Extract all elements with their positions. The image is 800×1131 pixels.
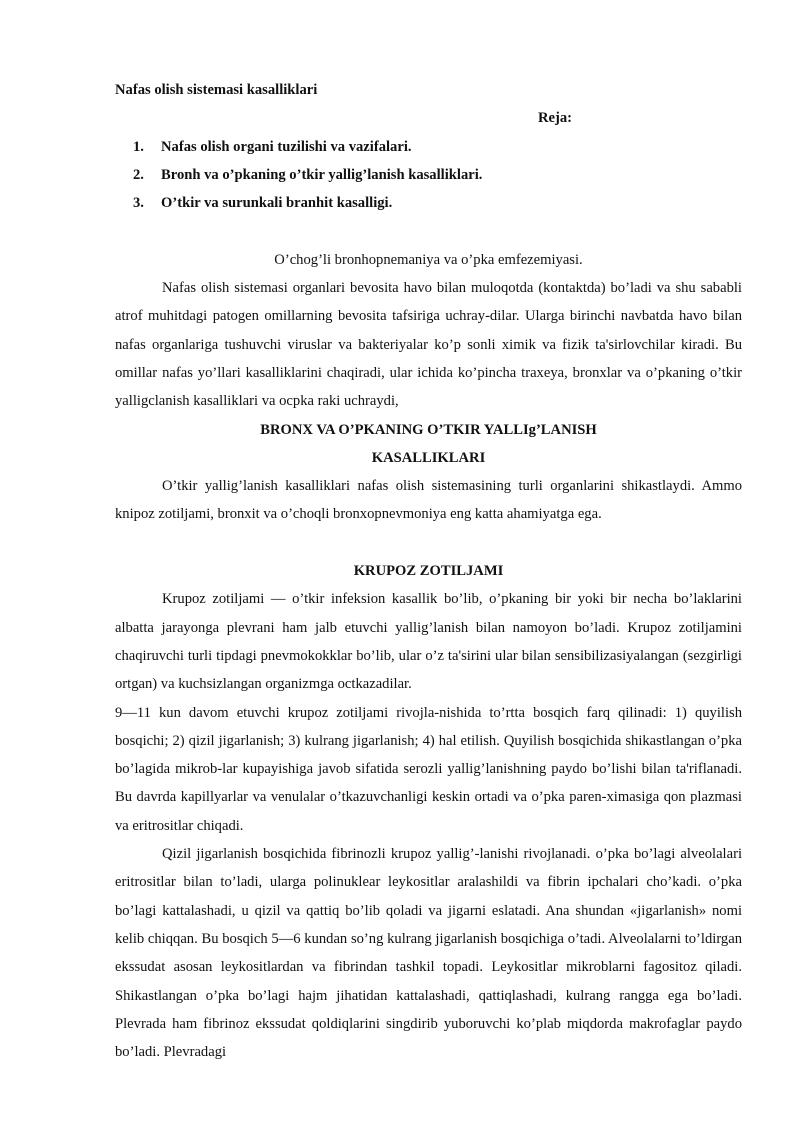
plan-item	[133, 161, 742, 189]
section-paragraph: Krupoz zotiljami — o’tkir infeksion kasallik bo’lib, o’pkaning bir yoki bir necha bo’laklarini albatta jarayonga plevrani ham jalb etuvchi yallig’lanish bilan namoyon bo’ladi. Krupoz zotiljamini chaqiruvchi turli tipdagi pnevmokokklar bo’lib, ular o’z ta'sirini ular bilan sensibilizasiyalangan (sezgirligi ortgan) va kuchsizlangan organizmga octkazadilar.	[115, 591, 742, 693]
section-paragraph: O’tkir yallig’lanish kasalliklari nafas olish sistemasining turli organlarini shikastlaydi. Ammo knipoz zotiljami, bronxit va o’choqli bronxopnevmoniya eng katta ahamiyatga ega.	[115, 478, 742, 523]
blank-line	[115, 217, 742, 245]
intro-paragraph: Nafas olish sistemasi organlari bevosita havo bilan muloqotda (kontaktda) bo’ladi va shu sababli atrof muhitdagi patogen omillarning bevosita tafsiriga uchray-dilar. Ularga birinchi navbatda havo bilan nafas organlariga tushuvchi viruslar va bakteriyalar ko’p sonli ximik va fizik ta'sirlovchilar kiradi. Bu omillar nafas yo’llari kasalliklarini chaqiradi, ular ichida ko’pincha traxeya, bronxlar va o’pkaning o’tkir yalligclanish kasalliklari va ocpka raki uchraydi,	[115, 280, 742, 410]
plan-item-number: 1.	[133, 138, 144, 155]
plan-item	[133, 133, 742, 161]
plan-item-number: 2.	[133, 166, 144, 183]
document-title: Nafas olish sistemasi kasalliklari	[115, 82, 318, 98]
plan-item-text: Nafas olish organi tuzilishi va vazifalari.	[161, 138, 412, 155]
blank-line	[115, 529, 742, 557]
section-heading-continued: KASALLIKLARI	[371, 449, 486, 466]
plan-item-text: O’tkir va surunkali branhit kasalligi.	[161, 195, 393, 212]
plan-item-number: 3.	[133, 195, 144, 212]
section-heading: KRUPOZ ZOTILJAMI	[353, 563, 504, 580]
section-heading: BRONX VA O’PKANING O’TKIR YALLIg’LANISH	[260, 421, 597, 438]
plan-item	[133, 189, 742, 217]
subtitle: O’chog’li bronhopnemaniya va o’pka emfezemiyasi.	[274, 251, 583, 268]
section-paragraph: 9—11 kun davom etuvchi krupoz zotiljami rivojla-nishida to’rtta bosqich farq qilinadi: 1) quyilish bosqichi; 2) qizil jigarlanish; 3) kulrang jigarlanish; 4) hal etilish. Quyilish bosqichida shikastlangan o’pka bo’lagida mikrob-lar kupayishiga javob sifatida serozli yallig’lanishning paydo bo’lishi bilan ta'riflanadi. Bu davrda kapillyarlar va venulalar o’tkazuvchanligi keskin ortadi va o’pka paren-ximasiga qon plazmasi va eritrositlar chiqadi.	[115, 704, 742, 834]
plan-heading: Reja:	[537, 110, 572, 127]
section-paragraph: Qizil jigarlanish bosqichida fibrinozli krupoz yallig’-lanishi rivojlanadi. o’pka bo’lagi alveolalari eritrositlar bilan to’ladi, ularga polinuklear leykositlar aralashildi va fibrin ipchalari cho’kadi. o’pka bo’lagi kattalashadi, u qizil va qattiq bo’lib qoladi va jigarni eslatadi. Ana shundan «jigarlanish» nomi kelib chiqqan. Bu bosqich 5—6 kundan so’ng kulrang jigarlanish bosqichiga o’tadi. Alveolalarni to’ldirgan ekssudat asosan leykositlardan va fibrindan tashkil topadi. Leykositlar mikroblarni fagositoz qiladi. Shikastlangan o’pka bo’lagi hajm jihatidan kattalashadi, qattiqlashadi, kulrang rangga ega bo’ladi. Plevrada ham fibrinoz ekssudat qoldiqlarini singdirib yuboruvchi ko’plab miqdorda makrofaglar paydo bo’ladi. Plevradagi	[115, 846, 742, 1061]
plan-item-text: Bronh va o’pkaning o’tkir yallig’lanish kasalliklari.	[161, 166, 483, 183]
plan-list	[115, 133, 742, 218]
